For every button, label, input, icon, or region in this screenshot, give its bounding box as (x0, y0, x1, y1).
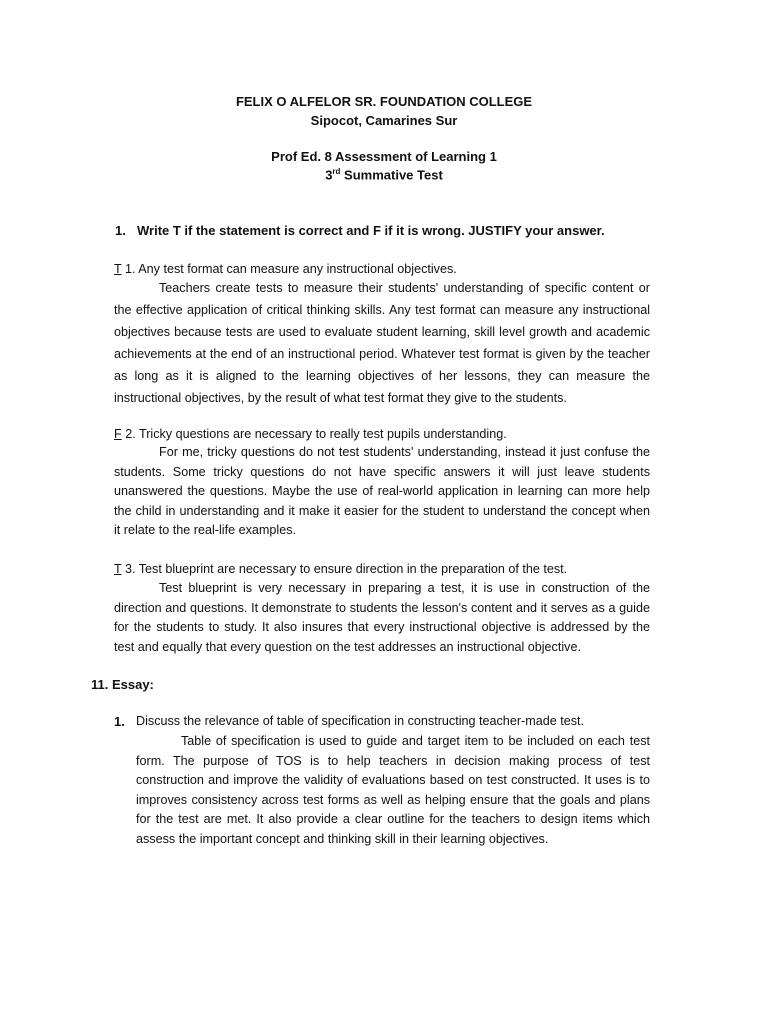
tf-justification-3: Test blueprint is very necessary in preparing a test, it is use in construction of the direction and questions. It demonstrate to students the lesson's content and it serves as a guide for the students to study. It also insures that every instructional objective is addressed by the test and equally that every question on the test addresses an instructional objective. (114, 581, 650, 654)
tf-answer-3: T (114, 562, 122, 576)
tf-justification-1: Teachers create tests to measure their students' understanding of specific content or the effective application of critical thinking skills. Any test format can measure any instructional objectives because tests are used to evaluate student learning, skill level growth and academic achievements at the end of an instructional period. Whatever test format is given by the teacher as long as it is aligned to the learning objectives of her lessons, they can measure the instructional objectives, by the result of what test format they give to the students. (114, 281, 650, 405)
tf-question-3 (114, 562, 567, 576)
tf-answer-1: T (114, 262, 122, 276)
tf-question-1 (114, 262, 457, 276)
part1-number: 1. (115, 223, 126, 238)
tf-justification-2: For me, tricky questions do not test students' understanding, instead it just confuse the students. Some tricky questions do not have specific answers it will just leave students unanswered the questions. Maybe the use of real-world application in learning can more help the child in understanding and it make it easier for the student to understand the concept when it relate to the real-life examples. (114, 445, 650, 537)
tf-answer-2: F (114, 427, 122, 441)
part1-instruction: Write T if the statement is correct and F if it is wrong. JUSTIFY your answer. (137, 223, 605, 238)
test-name: Summative Test (344, 167, 443, 183)
test-ordinal: 3 (325, 167, 333, 183)
essay-answer-1: Table of specification is used to guide and target item to be included on each test form. The purpose of TOS is to help teachers in decision making process of test construction and improve the validity of evaluations based on test constructed. It uses is to improves consistency across test forms as well as helping ensure that the goals and plans for the test are met. It also provide a clear outline for the teachers to design items which assess the important concept and thinking skill in their learning objectives. (136, 734, 650, 846)
course-title: Prof Ed. 8 Assessment of Learning 1 (271, 149, 497, 164)
college-location: Sipocot, Camarines Sur (310, 113, 458, 128)
tf-statement-2: 2. Tricky questions are necessary to really test pupils understanding. (121, 427, 507, 441)
test-title (0, 167, 768, 182)
tf-statement-1: 1. Any test format can measure any instructional objectives. (121, 262, 457, 276)
test-ordinal-suffix: rd (332, 167, 341, 176)
tf-question-2 (114, 427, 507, 441)
essay-question-1: Discuss the relevance of table of specification in constructing teacher-made test. (136, 714, 585, 728)
tf-statement-3: 3. Test blueprint are necessary to ensure direction in the preparation of the test. (121, 562, 568, 576)
essay-number-1: 1. (114, 714, 125, 729)
essay-heading: 11. Essay: (91, 677, 154, 692)
college-name: FELIX O ALFELOR SR. FOUNDATION COLLEGE (235, 94, 533, 109)
